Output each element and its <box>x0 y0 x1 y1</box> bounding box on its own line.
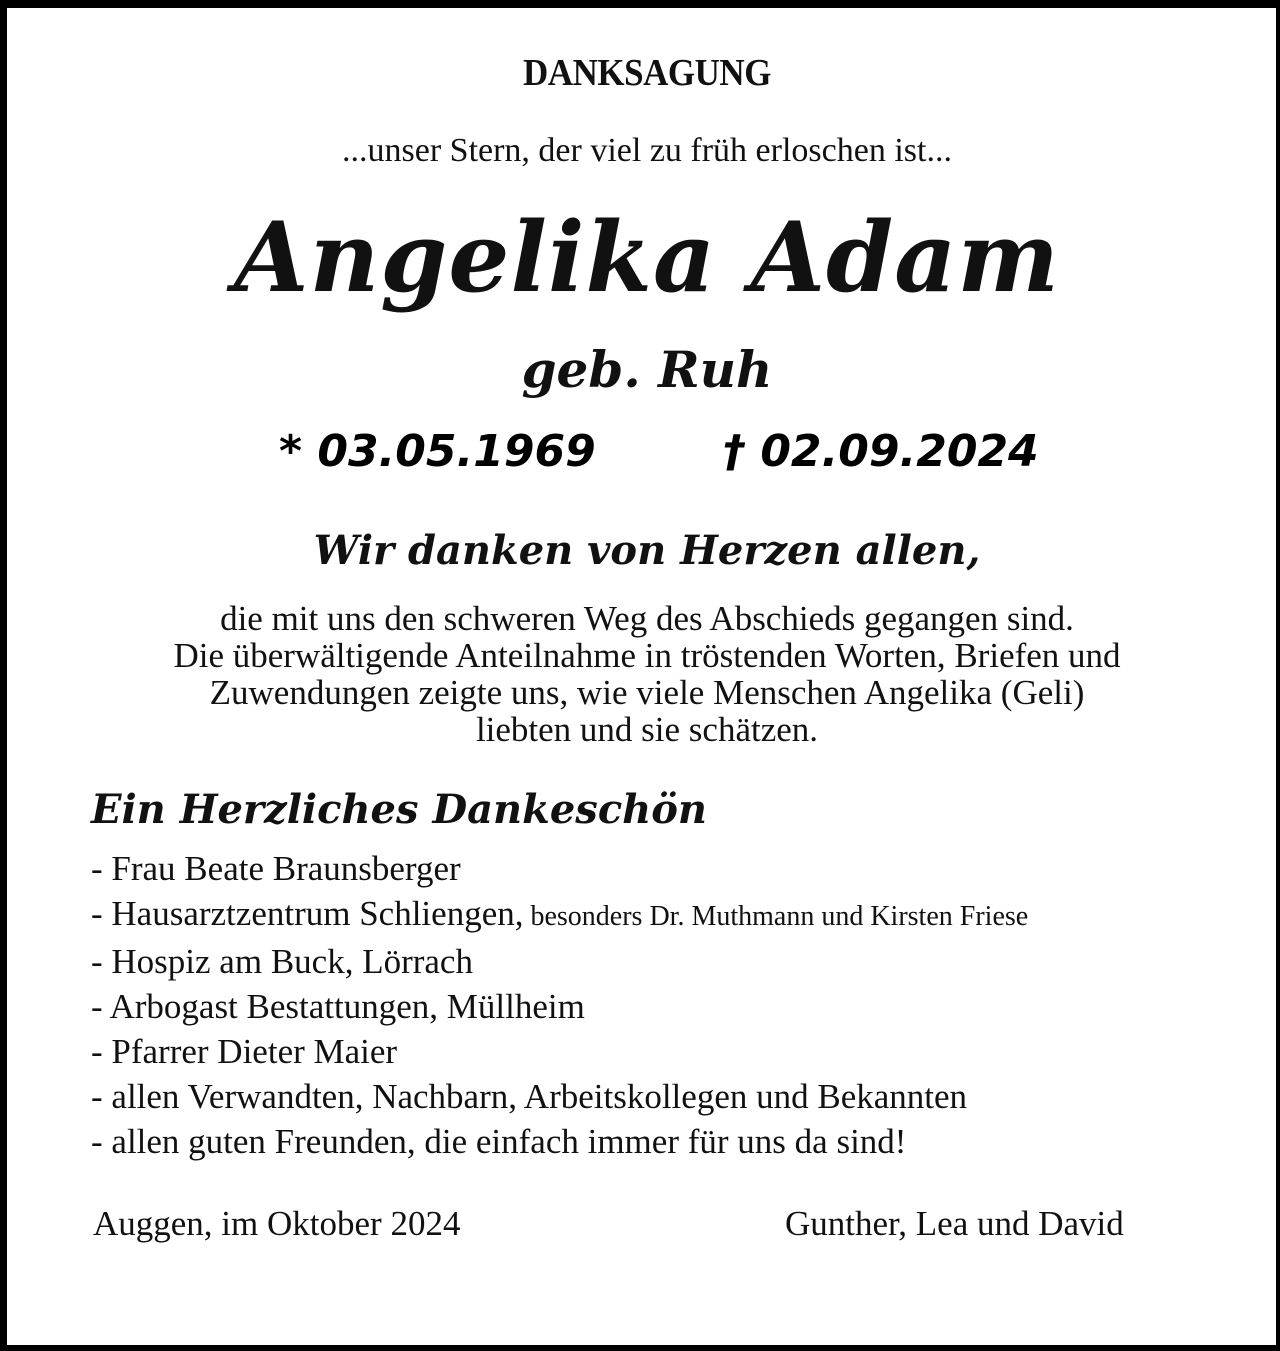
signatories: Gunther, Lea und David <box>785 1204 1124 1243</box>
paragraph-line: Die überwältigende Anteilnahme in tröstenden Worten, Briefen und <box>173 636 1121 675</box>
thanks-intro: Wir danken von Herzen allen, <box>313 527 981 574</box>
list-item: - Pfarrer Dieter Maier <box>91 1032 398 1071</box>
deceased-name: Angelika Adam <box>234 201 1060 314</box>
list-item: - allen Verwandten, Nachbarn, Arbeitskollegen und Bekannten <box>91 1077 968 1116</box>
list-item: - Arbogast Bestattungen, Müllheim <box>91 987 585 1026</box>
thanks-subheading: Ein Herzliches Dankeschön <box>91 786 708 833</box>
list-item-note: besonders Dr. Muthmann und Kirsten Friese <box>523 901 1029 932</box>
list-item: - Frau Beate Braunsberger <box>91 849 461 888</box>
death-date: † 02.09.2024 <box>723 426 1039 477</box>
paragraph-line: die mit uns den schweren Weg des Abschieds gegangen sind. <box>220 599 1074 638</box>
paragraph-line: Zuwendungen zeigte uns, wie viele Menschen Angelika (Geli) <box>209 673 1085 712</box>
paragraph-line: liebten und sie schätzen. <box>475 710 819 749</box>
birth-date: * 03.05.1969 <box>279 426 596 477</box>
notice-tagline: ...unser Stern, der viel zu früh erloschen ist... <box>342 132 952 169</box>
thanks-paragraph <box>7 600 1280 748</box>
list-item: - allen guten Freunden, die einfach immer für uns da sind! <box>91 1122 907 1161</box>
list-item: - Hausarztzentrum Schliengen, besonders Dr. Muthmann und Kirsten Friese <box>91 894 1029 933</box>
maiden-name: geb. Ruh <box>521 340 773 399</box>
notice-heading: DANKSAGUNG <box>523 52 771 94</box>
thanks-list <box>91 846 1028 1164</box>
list-item: - Hospiz am Buck, Lörrach <box>91 942 473 981</box>
place-date: Auggen, im Oktober 2024 <box>93 1204 461 1243</box>
